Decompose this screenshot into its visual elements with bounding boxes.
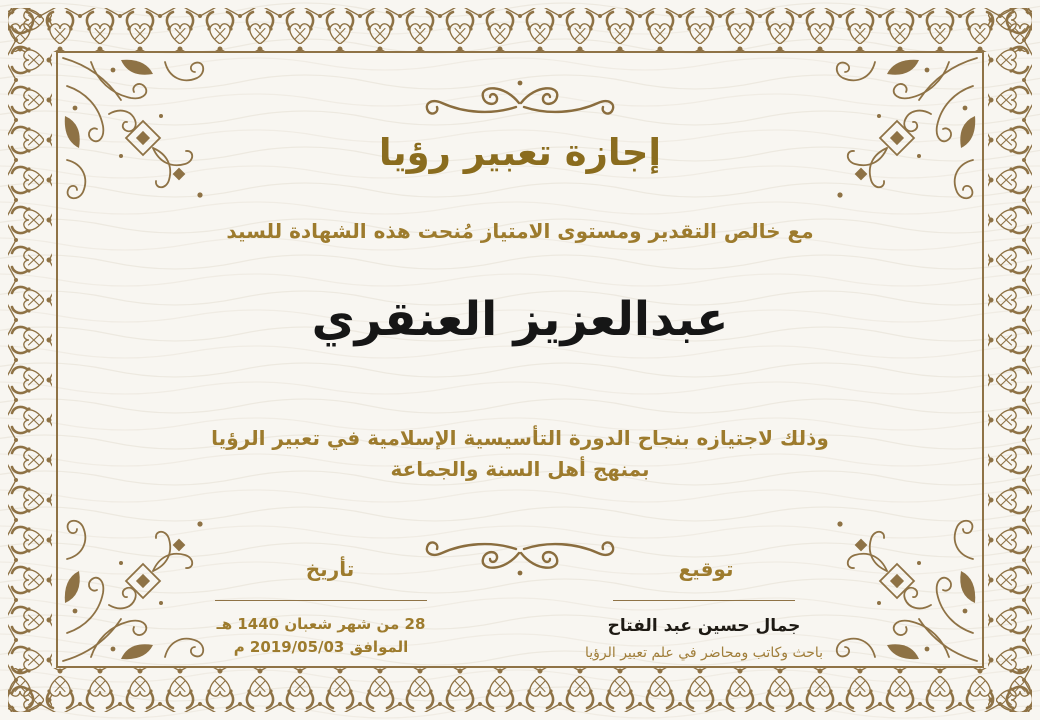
recipient-name: عبدالعزيز العنقري <box>311 292 729 347</box>
border-frieze-left <box>8 8 52 712</box>
achievement-description-line2: بمنهج أهل السنة والجماعة <box>390 457 650 481</box>
signatory-name: جمال حسين عبد الفتاح <box>607 616 801 636</box>
hijri-date: 28 من شهر شعبان 1440 هـ <box>216 615 426 633</box>
border-frieze-top <box>8 8 1032 52</box>
certificate-title: إجازة تعبير رؤيا <box>378 131 662 174</box>
gregorian-date: الموافق 2019/05/03 م <box>233 638 409 656</box>
award-statement: مع خالص التقدير ومستوى الامتياز مُنحت هذه الشهادة للسيد <box>226 219 814 243</box>
signature-rule-line <box>613 600 795 601</box>
date-rule-line <box>215 600 427 601</box>
border-frieze-right <box>988 8 1032 712</box>
signatory-title: باحث وكاتب ومحاضر في علم تعبير الرؤيا <box>584 645 824 661</box>
achievement-description <box>0 423 1040 485</box>
achievement-description-line1: وذلك لاجتيازه بنجاح الدورة التأسيسية الإسلامية في تعبير الرؤيا <box>211 426 829 450</box>
border-frieze-bottom <box>8 668 1032 712</box>
signature-label: توقيع <box>678 557 734 581</box>
date-label: تأريخ <box>305 557 355 581</box>
